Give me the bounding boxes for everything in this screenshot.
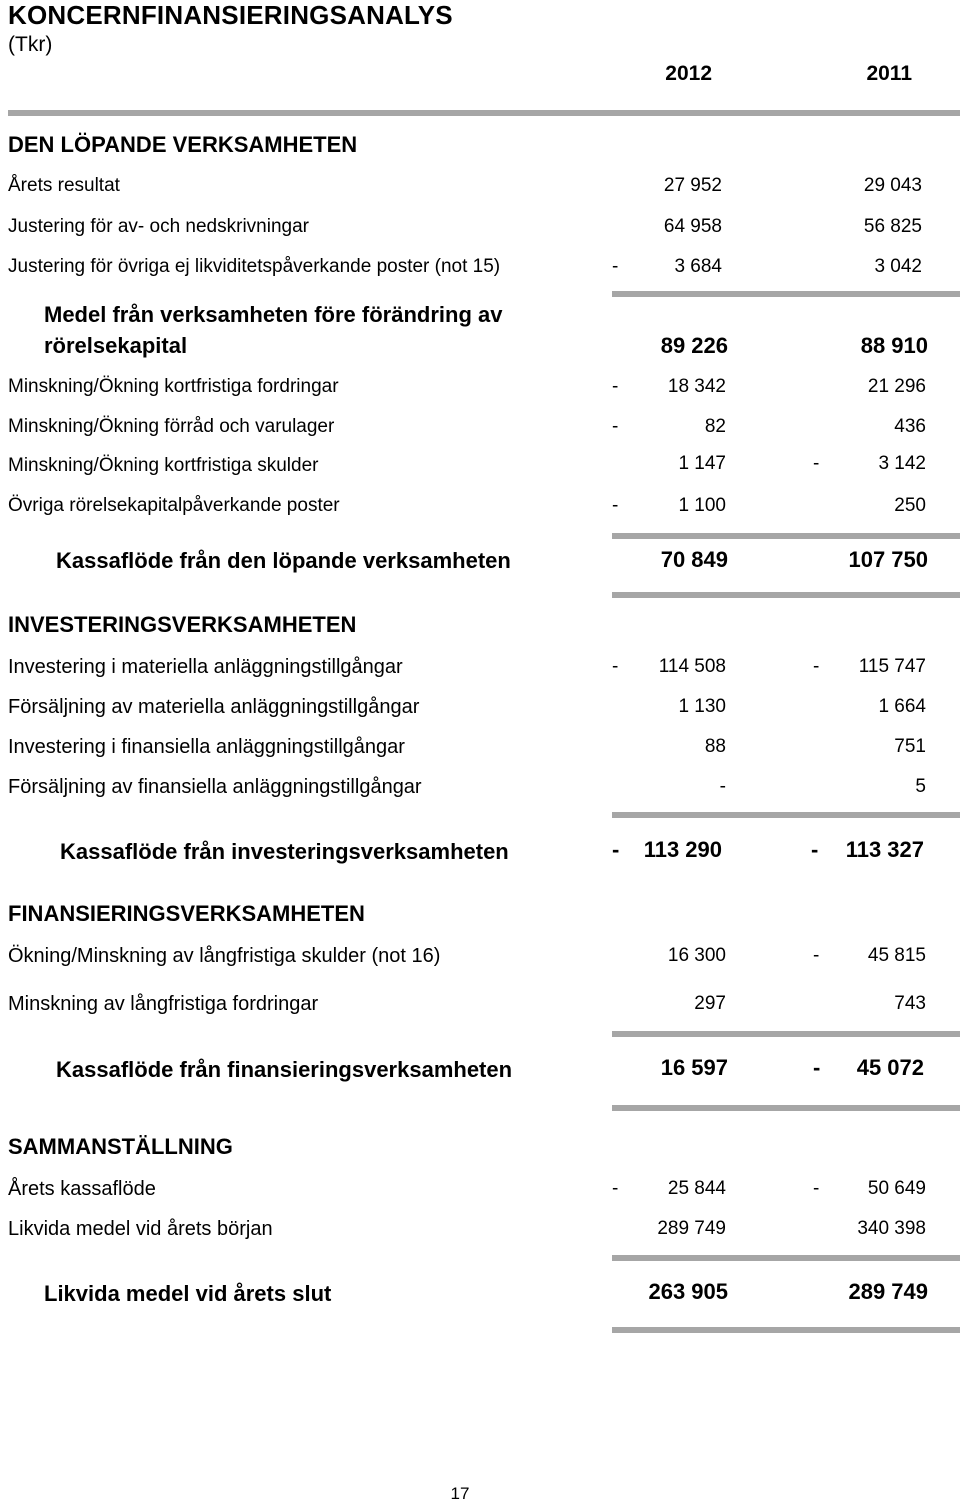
total-label-finansiering: Kassaflöde från finansieringsverksamheten — [56, 1057, 513, 1082]
row-label: Försäljning av finansiella anläggningstillgångar — [8, 776, 422, 798]
row-label: Minskning/Ökning förråd och varulager — [8, 416, 335, 437]
value-2011: 436 — [894, 416, 926, 437]
value-2012: 297 — [694, 993, 726, 1014]
value-2012: 27 952 — [663, 175, 722, 196]
negative-sign-2012: - — [612, 656, 619, 677]
total-label-investering: Kassaflöde från investeringsverksamheten — [60, 839, 509, 864]
negative-sign-2012: - — [612, 1178, 619, 1199]
total-value-2012: 16 597 — [660, 1055, 728, 1080]
value-2012: 18 342 — [667, 376, 726, 397]
row-label: Justering för övriga ej likviditetspåverkande poster (not 15) — [8, 256, 501, 277]
page-title: KONCERNFINANSIERINGSANALYS — [8, 0, 453, 30]
subtotal-value-2011: 88 910 — [860, 333, 928, 358]
section-heading-sammanstallning: SAMMANSTÄLLNING — [8, 1134, 233, 1159]
row-label: Minskning av långfristiga fordringar — [8, 993, 319, 1015]
negative-sign-2012: - — [612, 837, 620, 862]
unit-label: (Tkr) — [8, 33, 53, 56]
row-label: Minskning/Ökning kortfristiga skulder — [8, 455, 319, 476]
row-label: Ökning/Minskning av långfristiga skulder (not 16) — [8, 945, 441, 967]
section-heading-investering: INVESTERINGSVERKSAMHETEN — [8, 612, 357, 637]
subtotal-label-line1: Medel från verksamheten före förändring av — [44, 302, 503, 327]
subtotal-rule — [612, 1255, 960, 1261]
value-2012: 88 — [704, 736, 726, 757]
total-value-2011: 289 749 — [848, 1279, 928, 1304]
subtotal-rule — [612, 1031, 960, 1037]
section-heading-finansiering: FINANSIERINGSVERKSAMHETEN — [8, 901, 365, 926]
negative-sign-2011: - — [813, 453, 820, 474]
total-value-2011: 107 750 — [848, 547, 928, 572]
value-2012: 114 508 — [658, 656, 726, 677]
negative-sign-2012: - — [612, 376, 619, 397]
section-heading-lopande: DEN LÖPANDE VERKSAMHETEN — [8, 132, 358, 157]
total-value-2011: 45 072 — [856, 1055, 924, 1080]
total-value-2012: 263 905 — [648, 1279, 728, 1304]
total-value-2012: 70 849 — [660, 547, 728, 572]
value-2011: 751 — [894, 736, 926, 757]
value-2011: 21 296 — [867, 376, 926, 397]
row-label: Investering i finansiella anläggningstillgångar — [8, 736, 405, 758]
subtotal-rule — [612, 812, 960, 818]
value-2011: 3 142 — [878, 453, 926, 474]
row-label: Likvida medel vid årets början — [8, 1218, 273, 1240]
year-header-2011: 2011 — [866, 62, 912, 85]
negative-sign-2011: - — [813, 656, 820, 677]
negative-sign-2011: - — [813, 945, 820, 966]
row-label: Investering i materiella anläggningstillgångar — [8, 656, 403, 678]
value-2011: 743 — [894, 993, 926, 1014]
value-2011: 115 747 — [858, 656, 926, 677]
value-2012: 82 — [704, 416, 726, 437]
value-2012: 3 684 — [674, 256, 722, 277]
value-2012: 25 844 — [667, 1178, 726, 1199]
row-label: Försäljning av materiella anläggningstillgångar — [8, 696, 420, 718]
total-value-2012: 113 290 — [643, 837, 722, 862]
value-2011: 56 825 — [863, 216, 922, 237]
value-2011: 1 664 — [878, 696, 926, 717]
value-2012: 289 749 — [657, 1218, 726, 1239]
total-value-2011: 113 327 — [845, 837, 924, 862]
page-number: 17 — [450, 1484, 470, 1503]
row-label: Årets resultat — [8, 175, 120, 196]
value-2012: 64 958 — [663, 216, 722, 237]
value-2011: 3 042 — [874, 256, 922, 277]
subtotal-rule — [612, 533, 960, 539]
negative-sign-2012: - — [612, 495, 619, 516]
value-2011: 45 815 — [867, 945, 926, 966]
year-header-2012: 2012 — [665, 62, 712, 85]
row-label: Årets kassaflöde — [8, 1178, 156, 1200]
value-2012: 1 147 — [678, 453, 726, 474]
subtotal-rule — [612, 291, 960, 297]
row-label: Justering för av- och nedskrivningar — [8, 216, 309, 237]
negative-sign-2011: - — [811, 837, 819, 862]
total-label-likvida-slut: Likvida medel vid årets slut — [44, 1281, 332, 1306]
negative-sign-2011: - — [813, 1178, 820, 1199]
divider-rule — [8, 110, 960, 116]
value-2012: - — [719, 776, 726, 797]
value-2011: 29 043 — [863, 175, 922, 196]
value-2012: 1 100 — [678, 495, 726, 516]
value-2011: 340 398 — [857, 1218, 926, 1239]
value-2012: 1 130 — [678, 696, 726, 717]
subtotal-label-line2: rörelsekapital — [44, 333, 188, 358]
value-2011: 250 — [894, 495, 926, 516]
row-label: Minskning/Ökning kortfristiga fordringar — [8, 376, 339, 397]
value-2011: 5 — [915, 776, 926, 797]
divider-rule — [612, 592, 960, 598]
negative-sign-2012: - — [612, 256, 619, 277]
row-label: Övriga rörelsekapitalpåverkande poster — [8, 495, 340, 516]
total-label-lopande: Kassaflöde från den löpande verksamheten — [56, 548, 511, 573]
divider-rule — [612, 1105, 960, 1111]
subtotal-value-2012: 89 226 — [660, 333, 728, 358]
value-2011: 50 649 — [867, 1178, 926, 1199]
negative-sign-2012: - — [612, 416, 619, 437]
negative-sign-2011: - — [813, 1055, 821, 1080]
value-2012: 16 300 — [667, 945, 726, 966]
divider-rule — [612, 1327, 960, 1333]
